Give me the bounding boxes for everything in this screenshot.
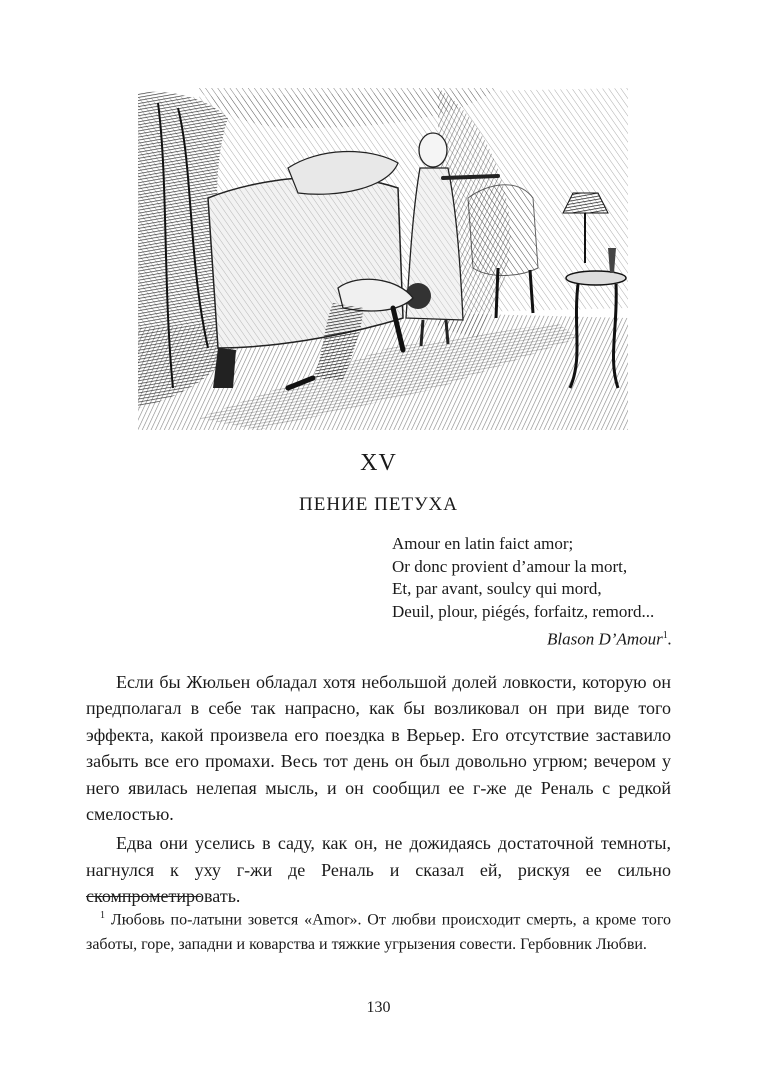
footnote-marker: 1 xyxy=(100,910,105,921)
epigraph xyxy=(392,533,677,651)
paragraph: Если бы Жюльен обладал хотя небольшой долей ловкости, которую он предполагал в себе так напрасно, как бы возликовал он при виде того эффекта, какой произвела его поездка в Верьер. Его отсутствие заставило забыть все его промахи. Весь тот день он был довольно угрюм; вечером у него явилась нелепая мысль, и он сообщил ее г-же де Реналь с редкой смелостью. xyxy=(86,672,671,825)
chapter-number: XV xyxy=(360,450,397,476)
chapter-title: ПЕНИЕ ПЕТУХА xyxy=(299,494,458,515)
epigraph-line: Et, par avant, soulcy qui mord, xyxy=(392,579,602,598)
body-text xyxy=(86,669,671,913)
epigraph-line: Amour en latin faict amor; xyxy=(392,534,574,553)
paragraph: Едва они уселись в саду, как он, не дожидаясь достаточной темноты, нагнулся к уху г-жи де Реналь и сказал ей, рискуя ее сильно скомпрометировать. xyxy=(86,833,671,907)
footnote-reference[interactable]: 1 xyxy=(662,630,668,641)
footnote-text: Любовь по-латыни зовется «Amor». От любви происходит смерть, а кроме того заботы, горе, западни и коварства и тяжкие угрызения совести. Гербовник Любви. xyxy=(86,911,672,954)
footnote xyxy=(86,903,671,957)
epigraph-line: Deuil, plour, piégés, forfaitz, remord... xyxy=(392,601,655,621)
footnote-divider xyxy=(86,896,201,897)
epigraph-source: Blason D’Amour$^1$. xyxy=(547,629,672,649)
engraving-bedroom-scene xyxy=(138,88,628,430)
epigraph-source-text: Blason D’Amour xyxy=(547,629,663,649)
epigraph-line: Or donc provient d’amour la mort, xyxy=(392,556,628,576)
page-number: 130 xyxy=(366,999,391,1016)
chapter-illustration xyxy=(138,88,628,430)
